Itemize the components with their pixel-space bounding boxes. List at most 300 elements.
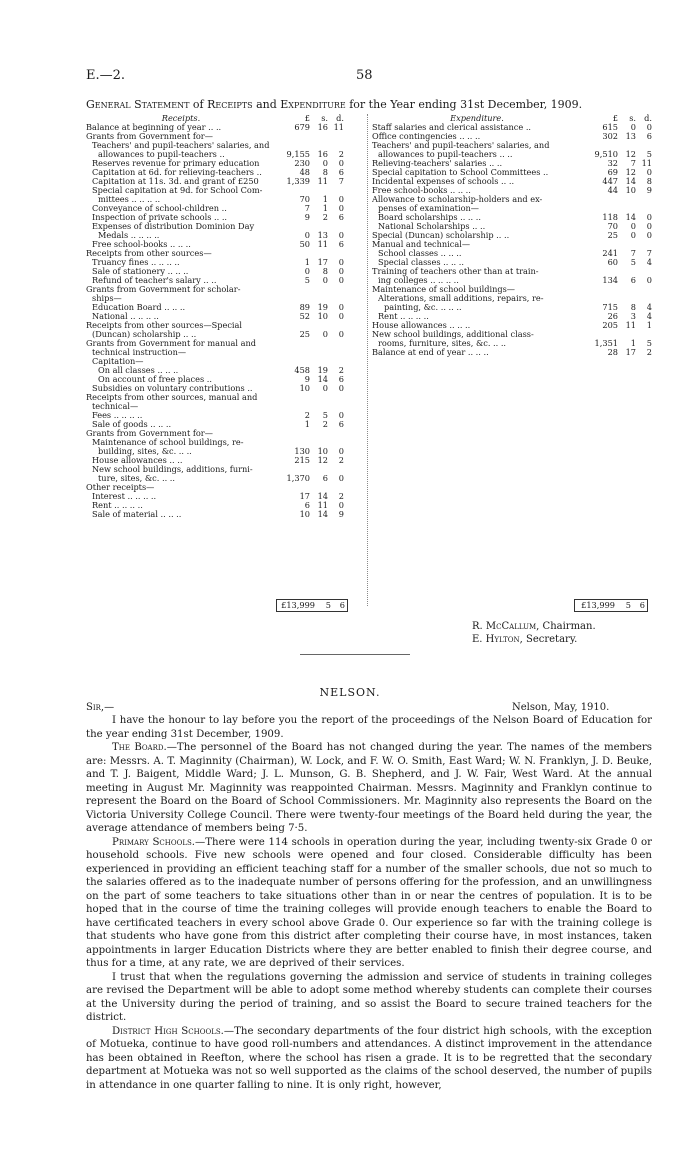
amount-pence: 2	[338, 491, 344, 501]
expenditure-row	[372, 321, 658, 330]
row-label: Grants from Government for manual and	[86, 339, 257, 348]
paragraph-text: I trust that when the regulations governing the admission and service of students in training colleges are revised the Department will be able to adopt some method whereby students can complete their courses at the University during the period of training, and so assist the Board to secure trained teachers for the district.	[86, 971, 652, 1023]
paragraph-lead: The Board.	[112, 742, 167, 753]
row-label: Grants from Government for—	[86, 429, 213, 438]
amount-shillings: 14	[625, 212, 636, 222]
report-paragraph	[86, 714, 652, 741]
row-amount	[276, 456, 346, 465]
receipts-row	[86, 474, 370, 483]
amount-pounds: 25	[299, 329, 310, 339]
expenditure-row	[372, 231, 658, 240]
row-label: Grants from Government for scholar-	[86, 285, 241, 294]
amount-pence: 0	[338, 194, 344, 204]
expenditure-row	[372, 132, 658, 141]
amount-shillings: 0	[630, 230, 636, 240]
amount-shillings: 0	[630, 221, 636, 231]
amount-pounds: 615	[602, 122, 618, 132]
row-amount	[276, 177, 346, 186]
amount-pence: 0	[646, 230, 652, 240]
amount-pence: 8	[646, 176, 652, 186]
row-label: National .. .. .. ..	[92, 312, 159, 321]
row-label: Reserves revenue for primary education	[92, 159, 260, 168]
row-amount	[276, 204, 346, 213]
amount-pounds: 9	[304, 212, 310, 222]
amount-shillings: 5	[322, 410, 328, 420]
receipts-row	[86, 456, 370, 465]
row-label: Incidental expenses of schools .. ..	[372, 177, 515, 186]
row-label: Education Board .. .. ..	[92, 303, 186, 312]
paragraph-text: —The personnel of the Board has not changed during the year. The names of the members are: Messrs. A. T. Maginnity (Chairman), W. Lock, and F. W. O. Smith, East Ward; W. N. Franklyn, J. D. Beuke, and T. J. Baigent, Middle Ward; J. L. Munson, G. B. Shepherd, and J. W. Fair, West Ward. At the annual meeting in August Mr. Maginnity was reappointed Chairman. Messrs. Maginnity and Franklyn continue to represent the Board on the Board of School Commissioners. Mr. Maginnity also represents the Board on the Victoria University College Council. There were twenty-four meetings of the Board held during the year, the average attendance of members being 7·5.	[86, 742, 652, 834]
amount-shillings: 12	[625, 167, 636, 177]
amount-shillings: 7	[630, 248, 636, 258]
receipts-total	[276, 599, 348, 612]
paragraph-text: —There were 114 schools in operation during the year, including twenty-six Grade 0 or household schools. Five new schools were opened and four closed. Considerable difficulty has been experienced in providing an efficient teaching staff for a number of the smaller schools, due not so much to the salaries offered as to the inadequate number of persons offering for the profession, and an unwillingness on the part of some teachers to take situations other than in or near the centres of population. It is to be hoped that in the course of time the training colleges will provide enough teachers to enable the Board to have certificated teachers in every school above Grade 0. Our experience so far with the training college is that students who have gone from this district after completing their course have, in most instances, taken appointments in larger Education Districts where they are better enabled to finish their degree course, and thus for a time, at any rate, we are deprived of their services.	[86, 836, 652, 969]
row-label: National Scholarships .. ..	[378, 222, 486, 231]
row-amount	[584, 339, 654, 348]
amount-pence: 0	[646, 167, 652, 177]
row-label: technical—	[92, 402, 139, 411]
amount-pence: 0	[646, 275, 652, 285]
row-label: New school buildings, additions, furni-	[92, 465, 253, 474]
paragraph-text: —The secondary departments of the four district high schools, with the exception of Motueka, continue to have good roll-numbers and attendances. A distinct improvement in the attendance has been obtained in Reefton, where the school has risen a grade. It is to be regretted that the secondary department at Motueka was not so well supported as the claims of the school deserved, the number of pupils in attendance in one quarter falling to nine. It is only right, however,	[86, 1025, 652, 1091]
amount-shillings: 14	[317, 509, 328, 519]
row-label: painting, &c. .. .. ..	[384, 303, 462, 312]
amount-pence: 4	[646, 311, 652, 321]
row-label: Allowance to scholarship-holders and ex-	[372, 195, 543, 204]
expenditure-units	[584, 114, 654, 123]
amount-pounds: 26	[607, 311, 618, 321]
receipts-row	[86, 285, 370, 294]
amount-shillings: 19	[317, 365, 328, 375]
amount-pounds: 134	[602, 275, 618, 285]
amount-pence: 0	[338, 311, 344, 321]
amount-shillings: 0	[322, 383, 328, 393]
signature-chairman	[472, 621, 596, 632]
amount-pounds: 679	[294, 122, 310, 132]
row-label: Capitation—	[92, 357, 144, 366]
row-amount	[276, 420, 346, 429]
row-label: Office contingencies .. .. ..	[372, 132, 481, 141]
row-label: Receipts from other sources—	[86, 249, 212, 258]
amount-shillings: 10	[625, 185, 636, 195]
row-label: technical instruction—	[92, 348, 187, 357]
salutation: Sir,—	[86, 702, 115, 713]
unit-pounds: £	[304, 113, 310, 123]
receipts-row	[86, 384, 370, 393]
row-label: Receipts from other sources—Special	[86, 321, 243, 330]
row-label: Capitation at 6d. for relieving-teachers ..	[92, 168, 262, 177]
row-label: House allowances .. .. ..	[372, 321, 471, 330]
row-label: Refund of teacher's salary .. ..	[92, 276, 217, 285]
amount-pence: 0	[338, 266, 344, 276]
report-paragraph	[86, 741, 652, 836]
row-amount	[276, 384, 346, 393]
amount-shillings: 1	[322, 194, 328, 204]
column-divider	[367, 114, 368, 606]
row-amount	[584, 222, 654, 231]
paragraph-lead: Primary Schools.	[112, 836, 196, 848]
amount-shillings: 16	[317, 149, 328, 159]
row-label: House allowances .. ..	[92, 456, 183, 465]
row-amount	[276, 213, 346, 222]
amount-pounds: 50	[299, 239, 310, 249]
amount-pounds: 205	[602, 320, 618, 330]
row-label: Conveyance of school-children ..	[92, 204, 227, 213]
amount-pence: 7	[646, 248, 652, 258]
row-label: ing colleges .. .. .. ..	[378, 276, 459, 285]
row-amount	[584, 258, 654, 267]
row-amount	[276, 276, 346, 285]
expenditure-row	[372, 276, 658, 285]
amount-pounds: 44	[607, 185, 618, 195]
title-word: and	[256, 98, 277, 111]
amount-shillings: 3	[630, 311, 636, 321]
amount-shillings: 7	[630, 158, 636, 168]
amount-shillings: 6	[322, 473, 328, 483]
amount-shillings: 0	[322, 158, 328, 168]
amount-pounds: 7	[304, 203, 310, 213]
row-label: rooms, furniture, sites, &c. .. ..	[378, 339, 507, 348]
amount-shillings: 14	[317, 374, 328, 384]
row-label: Rent .. .. .. ..	[92, 501, 143, 510]
expenditure-column	[372, 114, 658, 357]
amount-shillings: 2	[322, 419, 328, 429]
row-amount	[276, 447, 346, 456]
amount-shillings: 14	[625, 176, 636, 186]
row-label: Expenses of distribution Dominion Day	[92, 222, 255, 231]
amount-shillings: 8	[322, 167, 328, 177]
row-label: allowances to pupil-teachers .. ..	[378, 150, 513, 159]
amount-pence: 2	[338, 365, 344, 375]
amount-shillings: 10	[317, 446, 328, 456]
amount-shillings: 17	[317, 257, 328, 267]
row-label: Grants from Government for—	[86, 132, 213, 141]
row-amount	[276, 492, 346, 501]
row-amount	[276, 330, 346, 339]
title-word: Expenditure	[280, 98, 346, 111]
amount-pence: 0	[338, 257, 344, 267]
row-amount	[276, 267, 346, 276]
row-label: penses of examination—	[378, 204, 479, 213]
amount-shillings: 8	[630, 302, 636, 312]
row-label: Maintenance of school buildings—	[372, 285, 515, 294]
amount-shillings: 14	[317, 491, 328, 501]
amount-pounds: 52	[299, 311, 310, 321]
amount-pence: 11	[641, 158, 652, 168]
row-label: Balance at end of year .. .. ..	[372, 348, 489, 357]
signature-secretary	[472, 634, 577, 645]
row-amount	[276, 240, 346, 249]
amount-pounds: 1	[304, 419, 310, 429]
amount-pence: 6	[338, 212, 344, 222]
row-amount	[276, 474, 346, 483]
amount-pounds: 5	[304, 275, 310, 285]
amount-pounds: 17	[299, 491, 310, 501]
expenditure-heading: Expenditure.	[450, 113, 504, 123]
receipts-heading: Receipts.	[161, 113, 201, 123]
amount-pence: 6	[646, 131, 652, 141]
amount-pence: 6	[338, 167, 344, 177]
row-amount	[584, 249, 654, 258]
amount-pounds: 9,155	[286, 149, 310, 159]
amount-pounds: 32	[607, 158, 618, 168]
row-label: Free school-books .. .. ..	[372, 186, 471, 195]
amount-pounds: 458	[294, 365, 310, 375]
receipts-row	[86, 132, 370, 141]
row-label: Truancy fines .. .. .. ..	[92, 258, 180, 267]
amount-shillings: 0	[322, 329, 328, 339]
row-label: Special classes .. .. ..	[378, 258, 464, 267]
row-label: Alterations, small additions, repairs, re-	[378, 294, 544, 303]
report-paragraph	[86, 1025, 652, 1093]
receipts-row	[86, 177, 370, 186]
row-label: Rent .. .. .. ..	[378, 312, 429, 321]
row-amount	[276, 510, 346, 519]
row-amount	[584, 123, 654, 132]
row-label: ships—	[92, 294, 122, 303]
amount-shillings: 10	[317, 311, 328, 321]
row-amount	[584, 276, 654, 285]
amount-shillings: 1	[322, 203, 328, 213]
amount-shillings: 11	[317, 500, 328, 510]
row-amount	[276, 303, 346, 312]
amount-shillings: 19	[317, 302, 328, 312]
amount-pence: 5	[646, 338, 652, 348]
row-amount	[276, 150, 346, 159]
amount-pounds: 10	[299, 509, 310, 519]
expenditure-rows	[372, 123, 658, 357]
expenditure-row	[372, 348, 658, 357]
receipts-total-shillings: 5	[325, 600, 331, 610]
amount-pence: 6	[338, 239, 344, 249]
title-word: of	[192, 98, 204, 111]
amount-shillings: 1	[630, 338, 636, 348]
row-amount	[584, 231, 654, 240]
amount-pounds: 302	[602, 131, 618, 141]
amount-pence: 0	[338, 302, 344, 312]
row-label: Interest .. .. .. ..	[92, 492, 157, 501]
amount-pence: 9	[646, 185, 652, 195]
row-amount	[584, 303, 654, 312]
row-label: Sale of goods .. .. ..	[92, 420, 172, 429]
report-paragraph	[86, 971, 652, 1025]
amount-pence: 0	[338, 275, 344, 285]
amount-pence: 0	[646, 212, 652, 222]
amount-pounds: 130	[294, 446, 310, 456]
row-label: Subsidies on voluntary contributions ..	[92, 384, 253, 393]
page-number: 58	[356, 68, 373, 83]
amount-pence: 9	[338, 509, 344, 519]
row-label: Maintenance of school buildings, re-	[92, 438, 244, 447]
row-label: School classes .. .. ..	[378, 249, 462, 258]
receipts-rows	[86, 123, 370, 519]
amount-pence: 0	[338, 500, 344, 510]
title-word: for the Year ending 31st December, 1909.	[349, 98, 583, 111]
amount-pounds: 0	[304, 266, 310, 276]
row-label: Special capitation to School Committees ..	[372, 168, 549, 177]
amount-pence: 4	[646, 302, 652, 312]
amount-shillings: 2	[322, 212, 328, 222]
amount-shillings: 11	[317, 176, 328, 186]
row-label: Fees .. .. .. ..	[92, 411, 143, 420]
amount-pounds: 0	[304, 230, 310, 240]
amount-pence: 0	[338, 230, 344, 240]
row-label: On account of free places ..	[98, 375, 212, 384]
amount-shillings: 12	[317, 455, 328, 465]
nelson-heading: NELSON.	[319, 686, 381, 699]
row-label: New school buildings, additional class-	[372, 330, 534, 339]
statement-title	[86, 98, 646, 111]
expenditure-total-pounds: £13,999	[581, 600, 615, 610]
row-label: allowances to pupil-teachers ..	[98, 150, 225, 159]
row-label: Sale of stationery .. .. ..	[92, 267, 189, 276]
amount-pounds: 1,351	[594, 338, 618, 348]
row-label: building, sites, &c. .. ..	[98, 447, 192, 456]
amount-pence: 2	[338, 455, 344, 465]
expenditure-row	[372, 195, 658, 204]
amount-pounds: 230	[294, 158, 310, 168]
row-amount	[584, 312, 654, 321]
amount-pounds: 118	[602, 212, 618, 222]
amount-pence: 0	[338, 473, 344, 483]
amount-pounds: 1,339	[286, 176, 310, 186]
amount-pounds: 2	[304, 410, 310, 420]
row-label: (Duncan) scholarship .. ..	[92, 330, 197, 339]
row-amount	[276, 231, 346, 240]
receipts-column	[86, 114, 370, 519]
amount-pence: 2	[646, 347, 652, 357]
row-label: mittees .. .. .. ..	[98, 195, 161, 204]
row-amount	[276, 375, 346, 384]
amount-pence: 6	[338, 419, 344, 429]
row-label: Board scholarships .. .. ..	[378, 213, 481, 222]
row-label: Teachers' and pupil-teachers' salaries, and	[372, 141, 550, 150]
amount-pence: 0	[338, 446, 344, 456]
row-label: Inspection of private schools .. ..	[92, 213, 228, 222]
unit-shillings: s.	[629, 113, 636, 123]
receipts-row	[86, 348, 370, 357]
receipts-row	[86, 123, 370, 132]
amount-shillings: 13	[625, 131, 636, 141]
amount-pounds: 9,510	[594, 149, 618, 159]
amount-pence: 0	[338, 329, 344, 339]
amount-pounds: 215	[294, 455, 310, 465]
receipts-total-pence: 6	[339, 600, 345, 610]
amount-pounds: 48	[299, 167, 310, 177]
row-label: Sale of material .. .. ..	[92, 510, 182, 519]
signatory-role: Chairman.	[542, 621, 596, 632]
receipts-row	[86, 420, 370, 429]
receipts-row	[86, 213, 370, 222]
row-amount	[584, 132, 654, 141]
row-label: On all classes .. .. ..	[98, 366, 179, 375]
row-amount	[584, 213, 654, 222]
amount-pence: 0	[338, 383, 344, 393]
receipts-row	[86, 276, 370, 285]
amount-pounds: 28	[607, 347, 618, 357]
amount-shillings: 11	[625, 320, 636, 330]
row-amount	[584, 321, 654, 330]
amount-pounds: 447	[602, 176, 618, 186]
amount-pounds: 1	[304, 257, 310, 267]
signatory-name: E. Hylton,	[472, 634, 523, 645]
expenditure-row	[372, 258, 658, 267]
amount-shillings: 16	[317, 122, 328, 132]
row-label: Special capitation at 9d. for School Com-	[92, 186, 263, 195]
amount-pence: 5	[646, 149, 652, 159]
row-label: Teachers' and pupil-teachers' salaries, and	[92, 141, 270, 150]
amount-shillings: 6	[630, 275, 636, 285]
row-amount	[584, 348, 654, 357]
amount-pence: 4	[646, 257, 652, 267]
row-amount	[276, 159, 346, 168]
row-amount	[584, 177, 654, 186]
amount-shillings: 8	[322, 266, 328, 276]
receipts-row	[86, 429, 370, 438]
expenditure-total	[574, 599, 648, 612]
amount-pounds: 70	[607, 221, 618, 231]
expenditure-total-shillings: 5	[625, 600, 631, 610]
amount-pence: 0	[338, 203, 344, 213]
amount-shillings: 0	[322, 275, 328, 285]
amount-pounds: 6	[304, 500, 310, 510]
receipts-row	[86, 393, 370, 402]
row-label: Staff salaries and clerical assistance ..	[372, 123, 532, 132]
amount-pence: 2	[338, 149, 344, 159]
row-label: Relieving-teachers' salaries .. ..	[372, 159, 503, 168]
amount-pence: 0	[646, 221, 652, 231]
report-body	[86, 714, 652, 1092]
row-amount	[584, 186, 654, 195]
unit-pence: d.	[336, 113, 344, 123]
amount-shillings: 0	[630, 122, 636, 132]
row-label: Special (Duncan) scholarship .. ..	[372, 231, 510, 240]
receipts-total-pounds: £13,999	[281, 600, 315, 610]
row-amount	[584, 159, 654, 168]
signatory-role: Secretary.	[525, 634, 578, 645]
row-label: Capitation at 11s. 3d. and grant of £250	[92, 177, 259, 186]
title-word: Receipts	[207, 98, 253, 111]
row-label: Other receipts—	[86, 483, 155, 492]
unit-pence: d.	[644, 113, 652, 123]
amount-pounds: 60	[607, 257, 618, 267]
paragraph-text: I have the honour to lay before you the report of the proceedings of the Nelson Board of Education for the year ending 31st December, 1909.	[86, 715, 652, 740]
amount-pounds: 89	[299, 302, 310, 312]
row-label: Medals .. .. .. ..	[98, 231, 160, 240]
receipts-row	[86, 339, 370, 348]
title-word: General	[86, 98, 131, 111]
page-header-series: E.—2.	[86, 68, 126, 83]
row-amount	[276, 411, 346, 420]
amount-pounds: 241	[602, 248, 618, 258]
amount-pounds: 715	[602, 302, 618, 312]
row-amount	[276, 501, 346, 510]
signatory-name: R. McCallum,	[472, 621, 540, 632]
title-word: Statement	[134, 98, 190, 111]
row-amount	[276, 258, 346, 267]
place-date: Nelson, May, 1910.	[512, 702, 610, 713]
row-label: Receipts from other sources, manual and	[86, 393, 258, 402]
amount-shillings: 17	[625, 347, 636, 357]
amount-pence: 11	[333, 122, 344, 132]
amount-pounds: 9	[304, 374, 310, 384]
expenditure-row	[372, 186, 658, 195]
amount-pence: 7	[338, 176, 344, 186]
row-amount	[584, 168, 654, 177]
amount-shillings: 5	[630, 257, 636, 267]
report-paragraph	[86, 836, 652, 971]
amount-shillings: 12	[625, 149, 636, 159]
